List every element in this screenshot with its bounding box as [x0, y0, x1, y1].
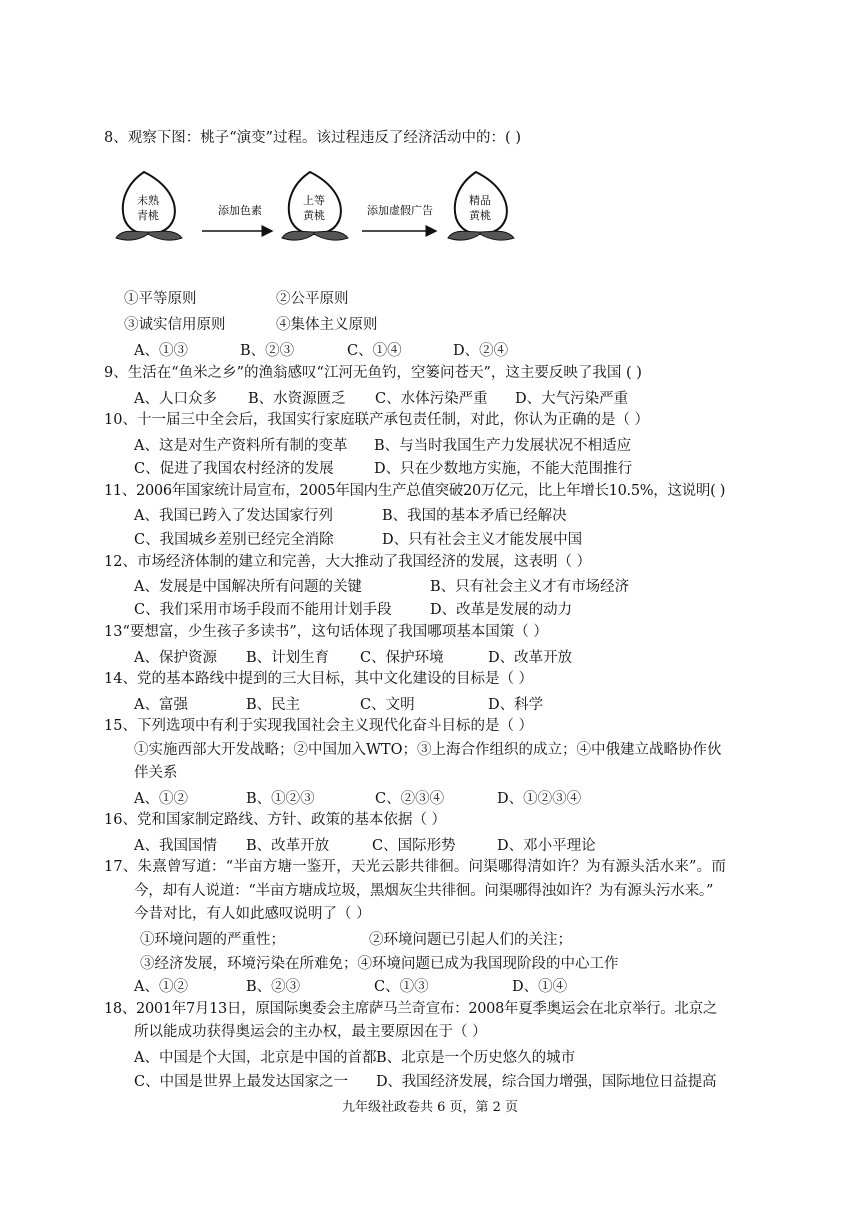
- q9-stem: 9、生活在“鱼米之乡”的渔翁感叹“江河无鱼钓，空篓问苍天”，这主要反映了我国 ( ): [104, 365, 642, 381]
- q11-option-c: C、我国城乡差别已经完全消除: [134, 532, 334, 548]
- q12-option-b: B、只有社会主义才有市场经济: [430, 579, 630, 595]
- q18-option-c: C、中国是世界上最发达国家之一: [134, 1074, 349, 1090]
- q10-option-a: A、这是对生产资料所有制的变革: [134, 438, 348, 454]
- q8-option-d: D、②④: [453, 343, 509, 359]
- q17-line-3: 今昔对比，有人如此感叹说明了（ ）: [134, 906, 371, 922]
- q16-option-b: B、改革开放: [246, 838, 330, 854]
- q11-option-d: D、只有社会主义才能发展中国: [382, 532, 583, 548]
- q8-item-2: ②公平原则: [276, 291, 349, 307]
- q13-stem: 13“要想富，少生孩子多读书”，这句话体现了我国哪项基本国策（ ）: [104, 624, 548, 640]
- q10-option-b: B、与当时我国生产力发展状况不相适应: [374, 438, 632, 454]
- q10-stem: 10、十一届三中全会后，我国实行家庭联产承包责任制，对此，你认为正确的是（ ）: [104, 412, 650, 428]
- q15-stem: 15、下列选项中有利于实现我国社会主义现代化奋斗目标的是（ ）: [104, 718, 534, 734]
- q9-option-b: B、水资源匮乏: [248, 391, 346, 407]
- q15-option-b: B、①②③: [246, 791, 315, 807]
- q18-option-d: D、我国经济发展，综合国力增强，国际地位日益提高: [376, 1074, 717, 1090]
- q8-option-c: C、①④: [347, 343, 402, 359]
- q10-option-c: C、促进了我国农村经济的发展: [134, 461, 334, 477]
- q9-option-c: C、水体污染严重: [375, 391, 488, 407]
- q17-item-2: ②环境问题已引起人们的关注；: [369, 932, 572, 948]
- q10-option-d: D、只在少数地方实施，不能大范围推行: [374, 461, 633, 477]
- q17-line-1: 17、朱熹曾写道：“半亩方塘一鉴开，天光云影共徘徊。问渠哪得清如许？为有源头活水来”。而: [104, 859, 727, 875]
- q16-option-d: D、邓小平理论: [497, 838, 596, 854]
- q18-option-a: A、中国是个大国，北京是中国的首都: [134, 1050, 377, 1066]
- q14-option-c: C、文明: [360, 697, 415, 713]
- q17-option-b: B、②③: [246, 979, 301, 995]
- q17-option-a: A、①②: [134, 979, 188, 995]
- peach-2-line-1: 上等: [303, 194, 325, 207]
- page-footer: 九年级社政卷共 6 页，第 2 页: [341, 1100, 519, 1115]
- q15-option-c: C、②③④: [375, 791, 445, 807]
- q15-option-a: A、①②: [134, 791, 188, 807]
- q15-text-line-2: 伴关系: [134, 765, 178, 781]
- peach-3-line-2: 黄桃: [469, 209, 491, 222]
- q9-option-a: A、人口众多: [134, 391, 217, 407]
- q13-option-d: D、改革开放: [488, 650, 573, 666]
- q17-item-3: ③经济发展，环境污染在所难免；④环境问题已成为我国现阶段的中心工作: [140, 956, 619, 972]
- q11-option-b: B、我国的基本矛盾已经解决: [382, 508, 567, 524]
- q16-stem: 16、党和国家制定路线、方针、政策的基本依据（ ）: [104, 812, 447, 828]
- peach-evolution-figure: [112, 168, 552, 254]
- q11-stem: 11、2006年国家统计局宣布，2005年国内生产总值突破20万亿元，比上年增长10.5%，这说明( ): [104, 483, 726, 499]
- q14-option-d: D、科学: [488, 697, 544, 713]
- peach-1-icon: [116, 172, 182, 240]
- q17-option-d: D、①④: [512, 979, 568, 995]
- q18-line-1: 18、2001年7月13日，原国际奥委会主席萨马兰奇宣布：2008年夏季奥运会在北京举行。北京之: [104, 1001, 718, 1017]
- q13-option-a: A、保护资源: [134, 650, 217, 666]
- q13-option-b: B、计划生育: [246, 650, 330, 666]
- q17-option-c: C、①③: [374, 979, 429, 995]
- q14-option-a: A、富强: [134, 697, 188, 713]
- q9-option-d: D、大气污染严重: [515, 391, 629, 407]
- peach-1-line-1: 未熟: [137, 194, 159, 207]
- q14-stem: 14、党的基本路线中提到的三大目标，其中文化建设的目标是（ ）: [104, 671, 534, 687]
- q17-line-2: 今，却有人说道：“半亩方塘成垃圾，黑烟灰尘共徘徊。问渠哪得浊如许？为有源头污水来。”: [134, 883, 714, 899]
- q18-line-2: 所以能成功获得奥运会的主办权，最主要原因在于（ ）: [134, 1024, 487, 1040]
- q14-option-b: B、民主: [246, 697, 301, 713]
- peach-1-line-2: 青桃: [137, 209, 159, 222]
- peach-2-line-2: 黄桃: [303, 209, 325, 222]
- q8-stem: 8、观察下图：桃子“演变”过程。该过程违反了经济活动中的：( ): [104, 130, 521, 146]
- q12-stem: 12、市场经济体制的建立和完善，大大推动了我国经济的发展，这表明（ ）: [104, 554, 592, 570]
- q13-option-c: C、保护环境: [360, 650, 444, 666]
- q8-item-1: ①平等原则: [124, 291, 197, 307]
- peach-2-icon: [282, 172, 348, 240]
- q12-option-c: C、我们采用市场手段而不能用计划手段: [134, 602, 392, 618]
- q12-option-a: A、发展是中国解决所有问题的关键: [134, 579, 362, 595]
- q12-option-d: D、改革是发展的动力: [430, 602, 573, 618]
- q8-option-b: B、②③: [240, 343, 295, 359]
- q16-option-a: A、我国国情: [134, 838, 217, 854]
- q8-item-4: ④集体主义原则: [276, 317, 378, 333]
- arrow-2-label: 添加虚假广告: [367, 204, 433, 217]
- peach-3-icon: [448, 172, 514, 240]
- q8-item-3: ③诚实信用原则: [124, 317, 226, 333]
- q8-option-a: A、①③: [134, 343, 188, 359]
- q18-option-b: B、北京是一个历史悠久的城市: [376, 1050, 576, 1066]
- q15-option-d: D、①②③④: [497, 791, 582, 807]
- q16-option-c: C、国际形势: [372, 838, 456, 854]
- q11-option-a: A、我国已跨入了发达国家行列: [134, 508, 333, 524]
- peach-3-line-1: 精品: [469, 194, 491, 207]
- arrow-1-label: 添加色素: [218, 204, 262, 217]
- q17-item-1: ①环境问题的严重性；: [140, 932, 285, 948]
- q15-text-line-1: ①实施西部大开发战略；②中国加入WTO；③上海合作组织的成立；④中俄建立战略协作伙: [134, 742, 722, 758]
